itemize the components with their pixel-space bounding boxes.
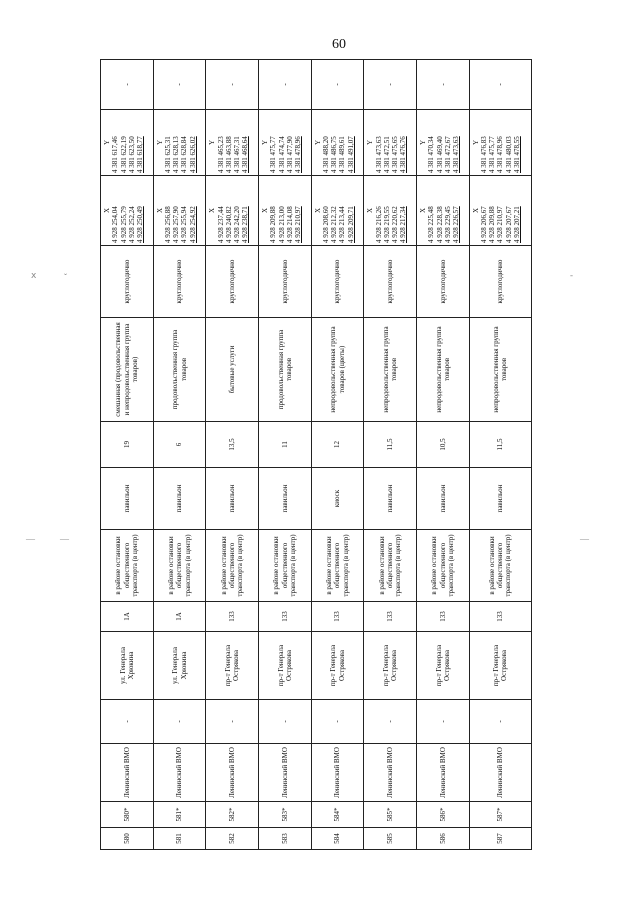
specialization: непродовольственная группа товаров: [469, 318, 531, 422]
object-type: павильон: [101, 468, 154, 530]
coord-value: 4 381 473,63: [374, 136, 383, 173]
coord-value: 4 381 472,51: [382, 136, 391, 173]
coord-value: 4 381 469,40: [435, 136, 444, 173]
area-sqm: 11: [259, 422, 312, 468]
coord-value: 4 928 254,92: [188, 206, 197, 243]
street-address: пр-т Генерала Острякова: [364, 632, 417, 700]
coord-value: 4 381 465,23: [216, 136, 225, 173]
coord-value: 4 381 488,20: [321, 136, 330, 173]
extra-cell: -: [364, 60, 417, 110]
specialization: непродовольственная группа товаров (цветы): [311, 318, 364, 422]
y-coordinates: [259, 110, 312, 176]
table-row: [417, 60, 470, 850]
coord-value: 4 381 626,02: [188, 136, 197, 173]
location-description: в районе остановки общественного транспорта (в центр): [417, 530, 470, 602]
coord-axis-label: Y: [419, 139, 428, 146]
object-code: 585*: [364, 802, 417, 828]
x-coordinates: [311, 176, 364, 246]
coord-value: 4 928 237,44: [216, 206, 225, 243]
coord-axis-label: X: [419, 207, 428, 214]
coord-value: 4 381 470,34: [427, 136, 436, 173]
street-address: пр-т Генерала Острякова: [469, 632, 531, 700]
extra-cell: -: [153, 60, 206, 110]
extra-cell: -: [259, 60, 312, 110]
coord-value: 4 381 617,46: [111, 136, 120, 173]
page-number: 60: [332, 37, 346, 52]
specialization: продовольственная группа товаров: [153, 318, 206, 422]
coord-value: 4 928 208,60: [321, 206, 330, 243]
house-number: 133: [206, 602, 259, 632]
operation-period: круглогодично: [101, 246, 154, 318]
extra-cell: -: [101, 60, 154, 110]
row-number: 581: [153, 828, 206, 850]
coord-value: 4 928 207,21: [512, 206, 521, 243]
coord-axis-label: X: [208, 207, 217, 214]
coord-value: 4 928 216,26: [374, 206, 383, 243]
house-number: 133: [259, 602, 312, 632]
coord-value: 4 928 226,57: [452, 206, 461, 243]
area-sqm: 13,5: [206, 422, 259, 468]
coord-value: 4 928 217,34: [399, 206, 408, 243]
coord-value: 4 381 491,07: [346, 136, 355, 173]
y-coordinates: [153, 110, 206, 176]
dash-cell: -: [364, 700, 417, 744]
coord-value: 4 381 486,75: [330, 136, 339, 173]
rotated-table-frame: [100, 60, 532, 850]
coord-axis-label: Y: [103, 139, 111, 146]
district: Ленинский ВМО: [469, 744, 531, 802]
registry-table-area: [100, 60, 532, 850]
area-sqm: 11,5: [364, 422, 417, 468]
object-type: павильон: [206, 468, 259, 530]
extra-cell: -: [417, 60, 470, 110]
row-number: 584: [311, 828, 364, 850]
y-coordinates: [311, 110, 364, 176]
district: Ленинский ВМО: [206, 744, 259, 802]
coord-value: 4 381 622,19: [119, 136, 128, 173]
table-row: [153, 60, 206, 850]
district: Ленинский ВМО: [311, 744, 364, 802]
street-address: пр-т Генерала Острякова: [417, 632, 470, 700]
coord-axis-label: X: [155, 207, 164, 214]
extra-cell: -: [206, 60, 259, 110]
coord-axis-label: Y: [366, 139, 375, 146]
coord-value: 4 928 238,71: [241, 206, 250, 243]
operation-period: круглогодично: [206, 246, 259, 318]
coord-value: 4 381 477,90: [285, 136, 294, 173]
specialization: непродовольственная группа товаров: [364, 318, 417, 422]
row-number: 587: [469, 828, 531, 850]
registry-table: [100, 59, 532, 850]
coord-value: 4 928 213,44: [338, 206, 347, 243]
coord-value: 4 928 214,08: [285, 206, 294, 243]
specialization: смешанная (продовольственная и непродовольственная группа товаров): [101, 318, 154, 422]
coord-axis-label: X: [471, 207, 480, 214]
coord-value: 4 928 209,71: [346, 206, 355, 243]
coord-value: 4 381 476,76: [399, 136, 408, 173]
coord-value: 4 928 254,04: [111, 206, 120, 243]
coord-value: 4 928 213,00: [277, 206, 286, 243]
object-type: павильон: [259, 468, 312, 530]
coord-value: 4 381 478,55: [512, 136, 521, 173]
coord-value: 4 928 250,49: [136, 206, 144, 243]
coord-value: 4 928 207,67: [504, 206, 513, 243]
y-coordinates: [101, 110, 154, 176]
coord-value: 4 928 219,55: [382, 206, 391, 243]
area-sqm: 19: [101, 422, 154, 468]
house-number: 1А: [153, 602, 206, 632]
coord-value: 4 381 474,74: [277, 136, 286, 173]
location-description: в районе остановки общественного транспорта (в центр): [206, 530, 259, 602]
coord-value: 4 381 628,84: [180, 136, 189, 173]
row-number: 586: [417, 828, 470, 850]
dash-cell: -: [206, 700, 259, 744]
coord-value: 4 928 209,88: [488, 206, 497, 243]
row-number: 582: [206, 828, 259, 850]
coord-value: 4 928 229,45: [443, 206, 452, 243]
operation-period: круглогодично: [153, 246, 206, 318]
coord-value: 4 381 618,77: [136, 136, 144, 173]
location-description: в районе остановки общественного транспорта (в центр): [259, 530, 312, 602]
coord-value: 4 928 210,97: [294, 206, 303, 243]
table-row: [259, 60, 312, 850]
row-number: 585: [364, 828, 417, 850]
district: Ленинский ВМО: [101, 744, 154, 802]
coord-value: 4 381 478,96: [294, 136, 303, 173]
row-number: 583: [259, 828, 312, 850]
object-code: 587*: [469, 802, 531, 828]
y-coordinates: [469, 110, 531, 176]
x-coordinates: [469, 176, 531, 246]
area-sqm: 12: [311, 422, 364, 468]
scan-artifact: —: [60, 534, 69, 544]
coord-value: 4 928 257,90: [172, 206, 181, 243]
specialization: непродовольственная группа товаров: [417, 318, 470, 422]
coord-value: 4 381 463,88: [224, 136, 233, 173]
coord-axis-label: Y: [208, 139, 217, 146]
object-type: павильон: [364, 468, 417, 530]
table-row: [206, 60, 259, 850]
object-type: киоск: [311, 468, 364, 530]
district: Ленинский ВМО: [417, 744, 470, 802]
coord-axis-label: X: [313, 207, 322, 214]
coord-value: 4 381 480,03: [504, 136, 513, 173]
dash-cell: -: [101, 700, 154, 744]
table-row: [364, 60, 417, 850]
coord-value: 4 381 475,77: [269, 136, 278, 173]
dash-cell: -: [153, 700, 206, 744]
coord-value: 4 381 475,77: [488, 136, 497, 173]
district: Ленинский ВМО: [153, 744, 206, 802]
coord-axis-label: Y: [313, 139, 322, 146]
street-address: ул. Генерала Хрюкина: [101, 632, 154, 700]
coord-value: 4 928 252,24: [127, 206, 136, 243]
object-type: павильон: [417, 468, 470, 530]
scan-artifact: -: [570, 270, 573, 280]
coord-value: 4 928 225,48: [427, 206, 436, 243]
street-address: пр-т Генерала Острякова: [311, 632, 364, 700]
object-type: павильон: [469, 468, 531, 530]
coord-value: 4 381 628,13: [172, 136, 181, 173]
coord-value: 4 928 255,79: [119, 206, 128, 243]
coord-value: 4 381 489,61: [338, 136, 347, 173]
coord-value: 4 381 473,63: [452, 136, 461, 173]
district: Ленинский ВМО: [259, 744, 312, 802]
object-code: 583*: [259, 802, 312, 828]
object-code: 584*: [311, 802, 364, 828]
coord-value: 4 928 206,67: [479, 206, 488, 243]
object-code: 581*: [153, 802, 206, 828]
area-sqm: 6: [153, 422, 206, 468]
street-address: ул. Генерала Хрюкина: [153, 632, 206, 700]
coord-axis-label: X: [366, 207, 375, 214]
coord-axis-label: X: [103, 207, 111, 214]
scan-artifact: —: [26, 534, 35, 544]
row-number: 580: [101, 828, 154, 850]
coord-value: 4 381 468,64: [241, 136, 250, 173]
coord-value: 4 381 467,31: [233, 136, 242, 173]
x-coordinates: [206, 176, 259, 246]
x-coordinates: [417, 176, 470, 246]
x-coordinates: [153, 176, 206, 246]
coord-axis-label: Y: [471, 139, 480, 146]
dash-cell: -: [311, 700, 364, 744]
coord-value: 4 381 476,83: [479, 136, 488, 173]
x-coordinates: [101, 176, 154, 246]
y-coordinates: [364, 110, 417, 176]
scan-artifact: ⅹ: [31, 270, 37, 280]
coord-axis-label: Y: [155, 139, 164, 146]
coord-value: 4 928 210,97: [496, 206, 505, 243]
area-sqm: 11,5: [469, 422, 531, 468]
street-address: пр-т Генерала Острякова: [259, 632, 312, 700]
coord-value: 4 928 240,82: [224, 206, 233, 243]
house-number: 133: [417, 602, 470, 632]
object-code: 582*: [206, 802, 259, 828]
area-sqm: 10,5: [417, 422, 470, 468]
extra-cell: -: [469, 60, 531, 110]
table-row: [311, 60, 364, 850]
scan-artifact: ˇ: [64, 272, 67, 282]
coord-axis-label: Y: [261, 139, 270, 146]
extra-cell: -: [311, 60, 364, 110]
operation-period: круглогодично: [469, 246, 531, 318]
house-number: 1А: [101, 602, 154, 632]
coord-value: 4 928 209,88: [269, 206, 278, 243]
scan-artifact: —: [580, 534, 589, 544]
coord-value: 4 928 255,94: [180, 206, 189, 243]
dash-cell: -: [259, 700, 312, 744]
coord-value: 4 381 623,50: [127, 136, 136, 173]
coord-axis-label: X: [261, 207, 270, 214]
coord-value: 4 381 472,67: [443, 136, 452, 173]
location-description: в районе остановки общественного транспорта (в центр): [469, 530, 531, 602]
coord-value: 4 928 220,62: [391, 206, 400, 243]
dash-cell: -: [417, 700, 470, 744]
district: Ленинский ВМО: [364, 744, 417, 802]
operation-period: круглогодично: [311, 246, 364, 318]
operation-period: круглогодично: [417, 246, 470, 318]
specialization: бытовые услуги: [206, 318, 259, 422]
location-description: в районе остановки общественного транспорта (в центр): [364, 530, 417, 602]
table-row: [469, 60, 531, 850]
coord-value: 4 928 242,20: [233, 206, 242, 243]
x-coordinates: [364, 176, 417, 246]
specialization: продовольственная группа товаров: [259, 318, 312, 422]
house-number: 133: [364, 602, 417, 632]
house-number: 133: [469, 602, 531, 632]
x-coordinates: [259, 176, 312, 246]
coord-value: 4 928 212,32: [330, 206, 339, 243]
street-address: пр-т Генерала Острякова: [206, 632, 259, 700]
coord-value: 4 928 256,88: [163, 206, 172, 243]
operation-period: круглогодично: [364, 246, 417, 318]
y-coordinates: [417, 110, 470, 176]
object-code: 586*: [417, 802, 470, 828]
location-description: в районе остановки общественного транспорта (в центр): [153, 530, 206, 602]
object-code: 580*: [101, 802, 154, 828]
operation-period: круглогодично: [259, 246, 312, 318]
dash-cell: -: [469, 700, 531, 744]
coord-value: 4 928 228,38: [435, 206, 444, 243]
table-row: [101, 60, 154, 850]
y-coordinates: [206, 110, 259, 176]
coord-value: 4 381 625,31: [163, 136, 172, 173]
coord-value: 4 381 475,65: [391, 136, 400, 173]
location-description: в районе остановки общественного транспорта (в центр): [101, 530, 154, 602]
house-number: 133: [311, 602, 364, 632]
object-type: павильон: [153, 468, 206, 530]
coord-value: 4 381 478,96: [496, 136, 505, 173]
location-description: в районе остановки общественного транспорта (в центр): [311, 530, 364, 602]
